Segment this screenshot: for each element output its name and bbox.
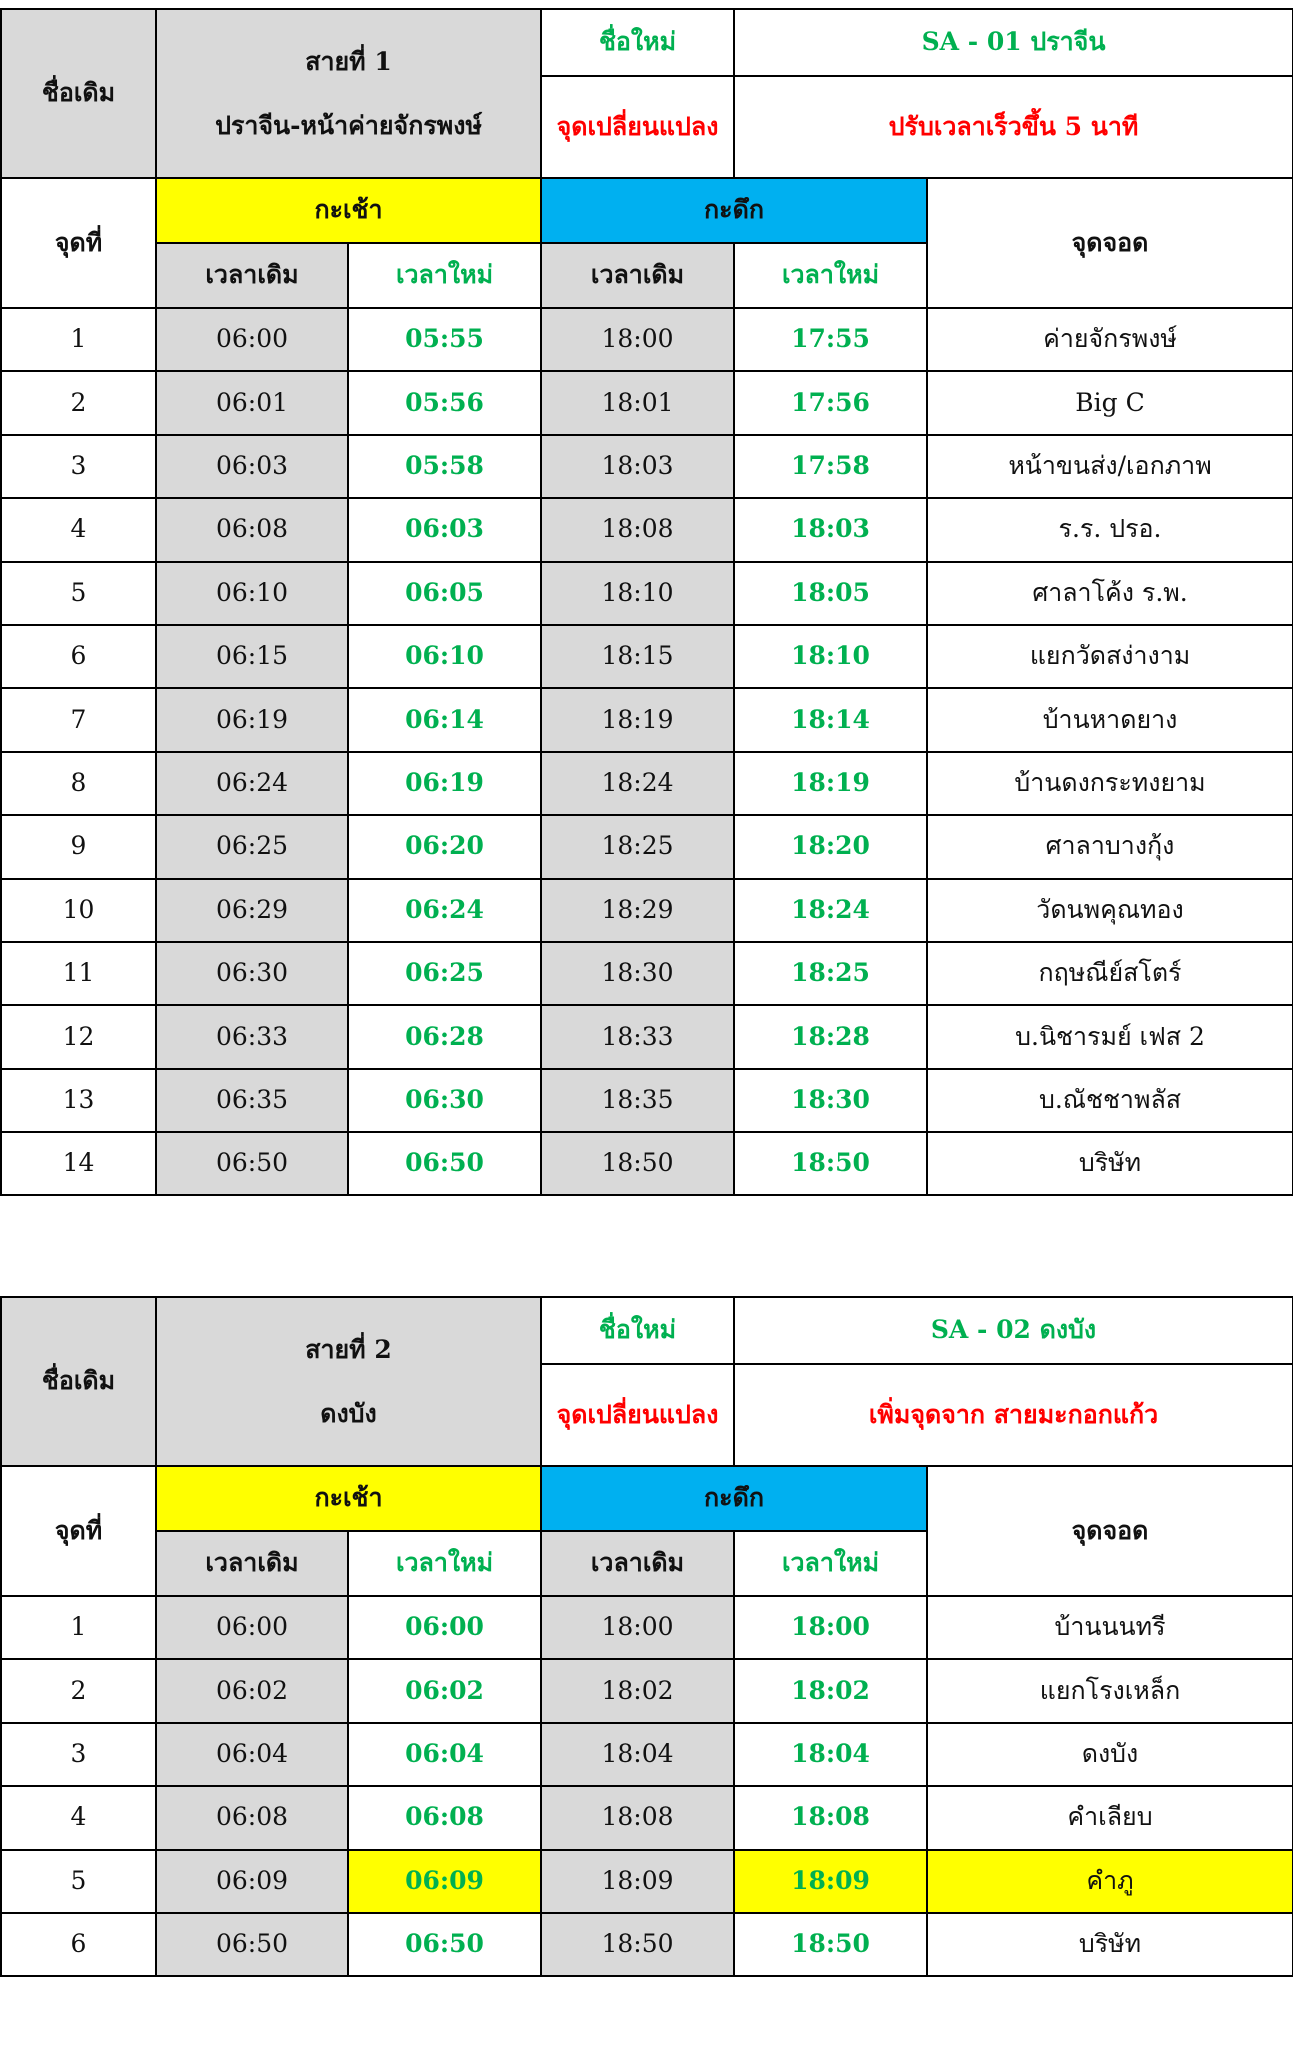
morning-shift-header: กะเช้า [156, 1466, 541, 1531]
night-new-time: 18:25 [734, 942, 927, 1005]
point-number-header: จุดที่ [1, 178, 156, 308]
new-name-label: ชื่อใหม่ [541, 1297, 734, 1364]
table-row [1, 498, 1293, 561]
morning-new-time: 06:02 [348, 1659, 541, 1722]
point-number: 9 [1, 815, 156, 878]
morning-old-time: 06:15 [156, 625, 348, 688]
stop-name: คำเลียบ [927, 1786, 1293, 1849]
table-row [1, 1913, 1293, 1976]
morning-new-time: 06:08 [348, 1786, 541, 1849]
table-row [1, 1132, 1293, 1195]
morning-old-time: 06:25 [156, 815, 348, 878]
table-row [1, 1786, 1293, 1849]
table-row [1, 942, 1293, 1005]
night-old-time: 18:08 [541, 1786, 734, 1849]
night-new-time-header: เวลาใหม่ [734, 1531, 927, 1596]
morning-old-time: 06:29 [156, 879, 348, 942]
morning-new-time: 06:04 [348, 1723, 541, 1786]
point-number: 7 [1, 688, 156, 751]
morning-new-time-header: เวลาใหม่ [348, 243, 541, 308]
night-new-time: 18:30 [734, 1069, 927, 1132]
morning-old-time: 06:10 [156, 562, 348, 625]
route-1-schedule-table [0, 8, 1293, 1196]
point-number: 8 [1, 752, 156, 815]
route-description: ปราจีน-หน้าค่ายจักรพงษ์ [215, 110, 482, 140]
stop-name: Big C [927, 371, 1293, 434]
point-number: 4 [1, 1786, 156, 1849]
morning-old-time: 06:50 [156, 1132, 348, 1195]
morning-old-time: 06:09 [156, 1850, 348, 1913]
stop-name: บ.ณัชชาพลัส [927, 1069, 1293, 1132]
morning-new-time: 06:30 [348, 1069, 541, 1132]
night-new-time: 18:05 [734, 562, 927, 625]
point-number-header: จุดที่ [1, 1466, 156, 1596]
night-new-time: 18:20 [734, 815, 927, 878]
night-old-time: 18:35 [541, 1069, 734, 1132]
night-new-time-header: เวลาใหม่ [734, 243, 927, 308]
night-old-time-header: เวลาเดิม [541, 1531, 734, 1596]
table-row [1, 1596, 1293, 1659]
table-row [1, 879, 1293, 942]
stop-header: จุดจอด [927, 1466, 1293, 1596]
stop-name: บริษัท [927, 1913, 1293, 1976]
new-name-value: SA - 01 ปราจีน [734, 9, 1293, 76]
table-row [1, 562, 1293, 625]
morning-old-time: 06:02 [156, 1659, 348, 1722]
morning-new-time: 06:20 [348, 815, 541, 878]
night-new-time: 18:08 [734, 1786, 927, 1849]
night-new-time: 18:50 [734, 1132, 927, 1195]
point-number: 1 [1, 308, 156, 371]
point-number: 3 [1, 1723, 156, 1786]
morning-old-time: 06:19 [156, 688, 348, 751]
change-label: จุดเปลี่ยนแปลง [541, 1364, 734, 1466]
night-old-time: 18:15 [541, 625, 734, 688]
stop-name: ศาลาบางกุ้ง [927, 815, 1293, 878]
route-description: ดงบัง [320, 1398, 377, 1428]
stop-name: กฤษณีย์สโตร์ [927, 942, 1293, 1005]
table-row [1, 815, 1293, 878]
stop-name: บ้านนนทรี [927, 1596, 1293, 1659]
morning-old-time: 06:33 [156, 1005, 348, 1068]
table-row [1, 435, 1293, 498]
route-title: สายที่ 2 [305, 1334, 392, 1364]
stop-name: วัดนพคุณทอง [927, 879, 1293, 942]
night-old-time: 18:09 [541, 1850, 734, 1913]
morning-old-time: 06:00 [156, 308, 348, 371]
night-old-time: 18:30 [541, 942, 734, 1005]
morning-old-time: 06:04 [156, 1723, 348, 1786]
table-row [1, 1005, 1293, 1068]
stop-name: แยกวัดสง่างาม [927, 625, 1293, 688]
night-old-time: 18:25 [541, 815, 734, 878]
morning-new-time: 06:10 [348, 625, 541, 688]
morning-new-time: 06:24 [348, 879, 541, 942]
new-name-label: ชื่อใหม่ [541, 9, 734, 76]
night-new-time: 17:58 [734, 435, 927, 498]
morning-shift-header: กะเช้า [156, 178, 541, 243]
route-title-cell [156, 1297, 541, 1466]
night-new-time: 18:04 [734, 1723, 927, 1786]
night-old-time: 18:50 [541, 1132, 734, 1195]
stop-header: จุดจอด [927, 178, 1293, 308]
point-number: 11 [1, 942, 156, 1005]
morning-old-time: 06:08 [156, 498, 348, 561]
point-number: 2 [1, 1659, 156, 1722]
table-row [1, 688, 1293, 751]
table-row [1, 1069, 1293, 1132]
night-old-time: 18:10 [541, 562, 734, 625]
morning-old-time-header: เวลาเดิม [156, 243, 348, 308]
change-value: ปรับเวลาเร็วขึ้น 5 นาที [734, 76, 1293, 178]
night-new-time: 18:50 [734, 1913, 927, 1976]
route-title: สายที่ 1 [305, 46, 392, 76]
table-row [1, 1659, 1293, 1722]
morning-new-time: 05:58 [348, 435, 541, 498]
point-number: 6 [1, 1913, 156, 1976]
night-old-time-header: เวลาเดิม [541, 243, 734, 308]
morning-new-time: 06:50 [348, 1913, 541, 1976]
table-row [1, 625, 1293, 688]
route-2-schedule-table [0, 1296, 1293, 1977]
night-old-time: 18:03 [541, 435, 734, 498]
night-new-time: 18:28 [734, 1005, 927, 1068]
morning-new-time: 06:25 [348, 942, 541, 1005]
night-old-time: 18:19 [541, 688, 734, 751]
point-number: 1 [1, 1596, 156, 1659]
night-old-time: 18:50 [541, 1913, 734, 1976]
morning-old-time: 06:00 [156, 1596, 348, 1659]
night-old-time: 18:29 [541, 879, 734, 942]
point-number: 2 [1, 371, 156, 434]
morning-old-time: 06:01 [156, 371, 348, 434]
morning-new-time: 05:56 [348, 371, 541, 434]
table-row [1, 308, 1293, 371]
point-number: 13 [1, 1069, 156, 1132]
stop-name: ค่ายจักรพงษ์ [927, 308, 1293, 371]
stop-name: คำภู [927, 1850, 1293, 1913]
night-new-time: 18:00 [734, 1596, 927, 1659]
table-row [1, 752, 1293, 815]
morning-old-time-header: เวลาเดิม [156, 1531, 348, 1596]
point-number: 5 [1, 1850, 156, 1913]
stop-name: ศาลาโค้ง ร.พ. [927, 562, 1293, 625]
morning-new-time-header: เวลาใหม่ [348, 1531, 541, 1596]
point-number: 3 [1, 435, 156, 498]
new-name-value: SA - 02 ดงบัง [734, 1297, 1293, 1364]
stop-name: หน้าขนส่ง/เอกภาพ [927, 435, 1293, 498]
point-number: 10 [1, 879, 156, 942]
night-new-time: 18:19 [734, 752, 927, 815]
morning-old-time: 06:30 [156, 942, 348, 1005]
morning-old-time: 06:35 [156, 1069, 348, 1132]
night-old-time: 18:01 [541, 371, 734, 434]
point-number: 5 [1, 562, 156, 625]
night-old-time: 18:02 [541, 1659, 734, 1722]
table-row [1, 1723, 1293, 1786]
stop-name: ดงบัง [927, 1723, 1293, 1786]
morning-new-time: 06:28 [348, 1005, 541, 1068]
route-title-cell [156, 9, 541, 178]
stop-name: แยกโรงเหล็ก [927, 1659, 1293, 1722]
morning-old-time: 06:24 [156, 752, 348, 815]
night-new-time: 18:10 [734, 625, 927, 688]
night-old-time: 18:08 [541, 498, 734, 561]
night-new-time: 17:56 [734, 371, 927, 434]
table-row [1, 371, 1293, 434]
morning-old-time: 06:50 [156, 1913, 348, 1976]
night-old-time: 18:04 [541, 1723, 734, 1786]
night-new-time: 18:09 [734, 1850, 927, 1913]
morning-new-time: 06:00 [348, 1596, 541, 1659]
change-value: เพิ่มจุดจาก สายมะกอกแก้ว [734, 1364, 1293, 1466]
morning-new-time: 06:14 [348, 688, 541, 751]
stop-name: บริษัท [927, 1132, 1293, 1195]
morning-old-time: 06:03 [156, 435, 348, 498]
night-new-time: 18:02 [734, 1659, 927, 1722]
night-old-time: 18:00 [541, 308, 734, 371]
night-shift-header: กะดึก [541, 1466, 927, 1531]
old-name-header: ชื่อเดิม [1, 9, 156, 178]
morning-new-time: 06:09 [348, 1850, 541, 1913]
table-row [1, 1850, 1293, 1913]
point-number: 6 [1, 625, 156, 688]
point-number: 14 [1, 1132, 156, 1195]
night-new-time: 18:24 [734, 879, 927, 942]
stop-name: บ้านดงกระทงยาม [927, 752, 1293, 815]
night-new-time: 17:55 [734, 308, 927, 371]
night-old-time: 18:33 [541, 1005, 734, 1068]
night-shift-header: กะดึก [541, 178, 927, 243]
morning-new-time: 05:55 [348, 308, 541, 371]
stop-name: บ.นิชารมย์ เฟส 2 [927, 1005, 1293, 1068]
morning-new-time: 06:50 [348, 1132, 541, 1195]
morning-old-time: 06:08 [156, 1786, 348, 1849]
stop-name: บ้านหาดยาง [927, 688, 1293, 751]
point-number: 4 [1, 498, 156, 561]
night-new-time: 18:03 [734, 498, 927, 561]
morning-new-time: 06:03 [348, 498, 541, 561]
morning-new-time: 06:19 [348, 752, 541, 815]
morning-new-time: 06:05 [348, 562, 541, 625]
night-old-time: 18:00 [541, 1596, 734, 1659]
point-number: 12 [1, 1005, 156, 1068]
night-old-time: 18:24 [541, 752, 734, 815]
stop-name: ร.ร. ปรอ. [927, 498, 1293, 561]
old-name-header: ชื่อเดิม [1, 1297, 156, 1466]
night-new-time: 18:14 [734, 688, 927, 751]
change-label: จุดเปลี่ยนแปลง [541, 76, 734, 178]
